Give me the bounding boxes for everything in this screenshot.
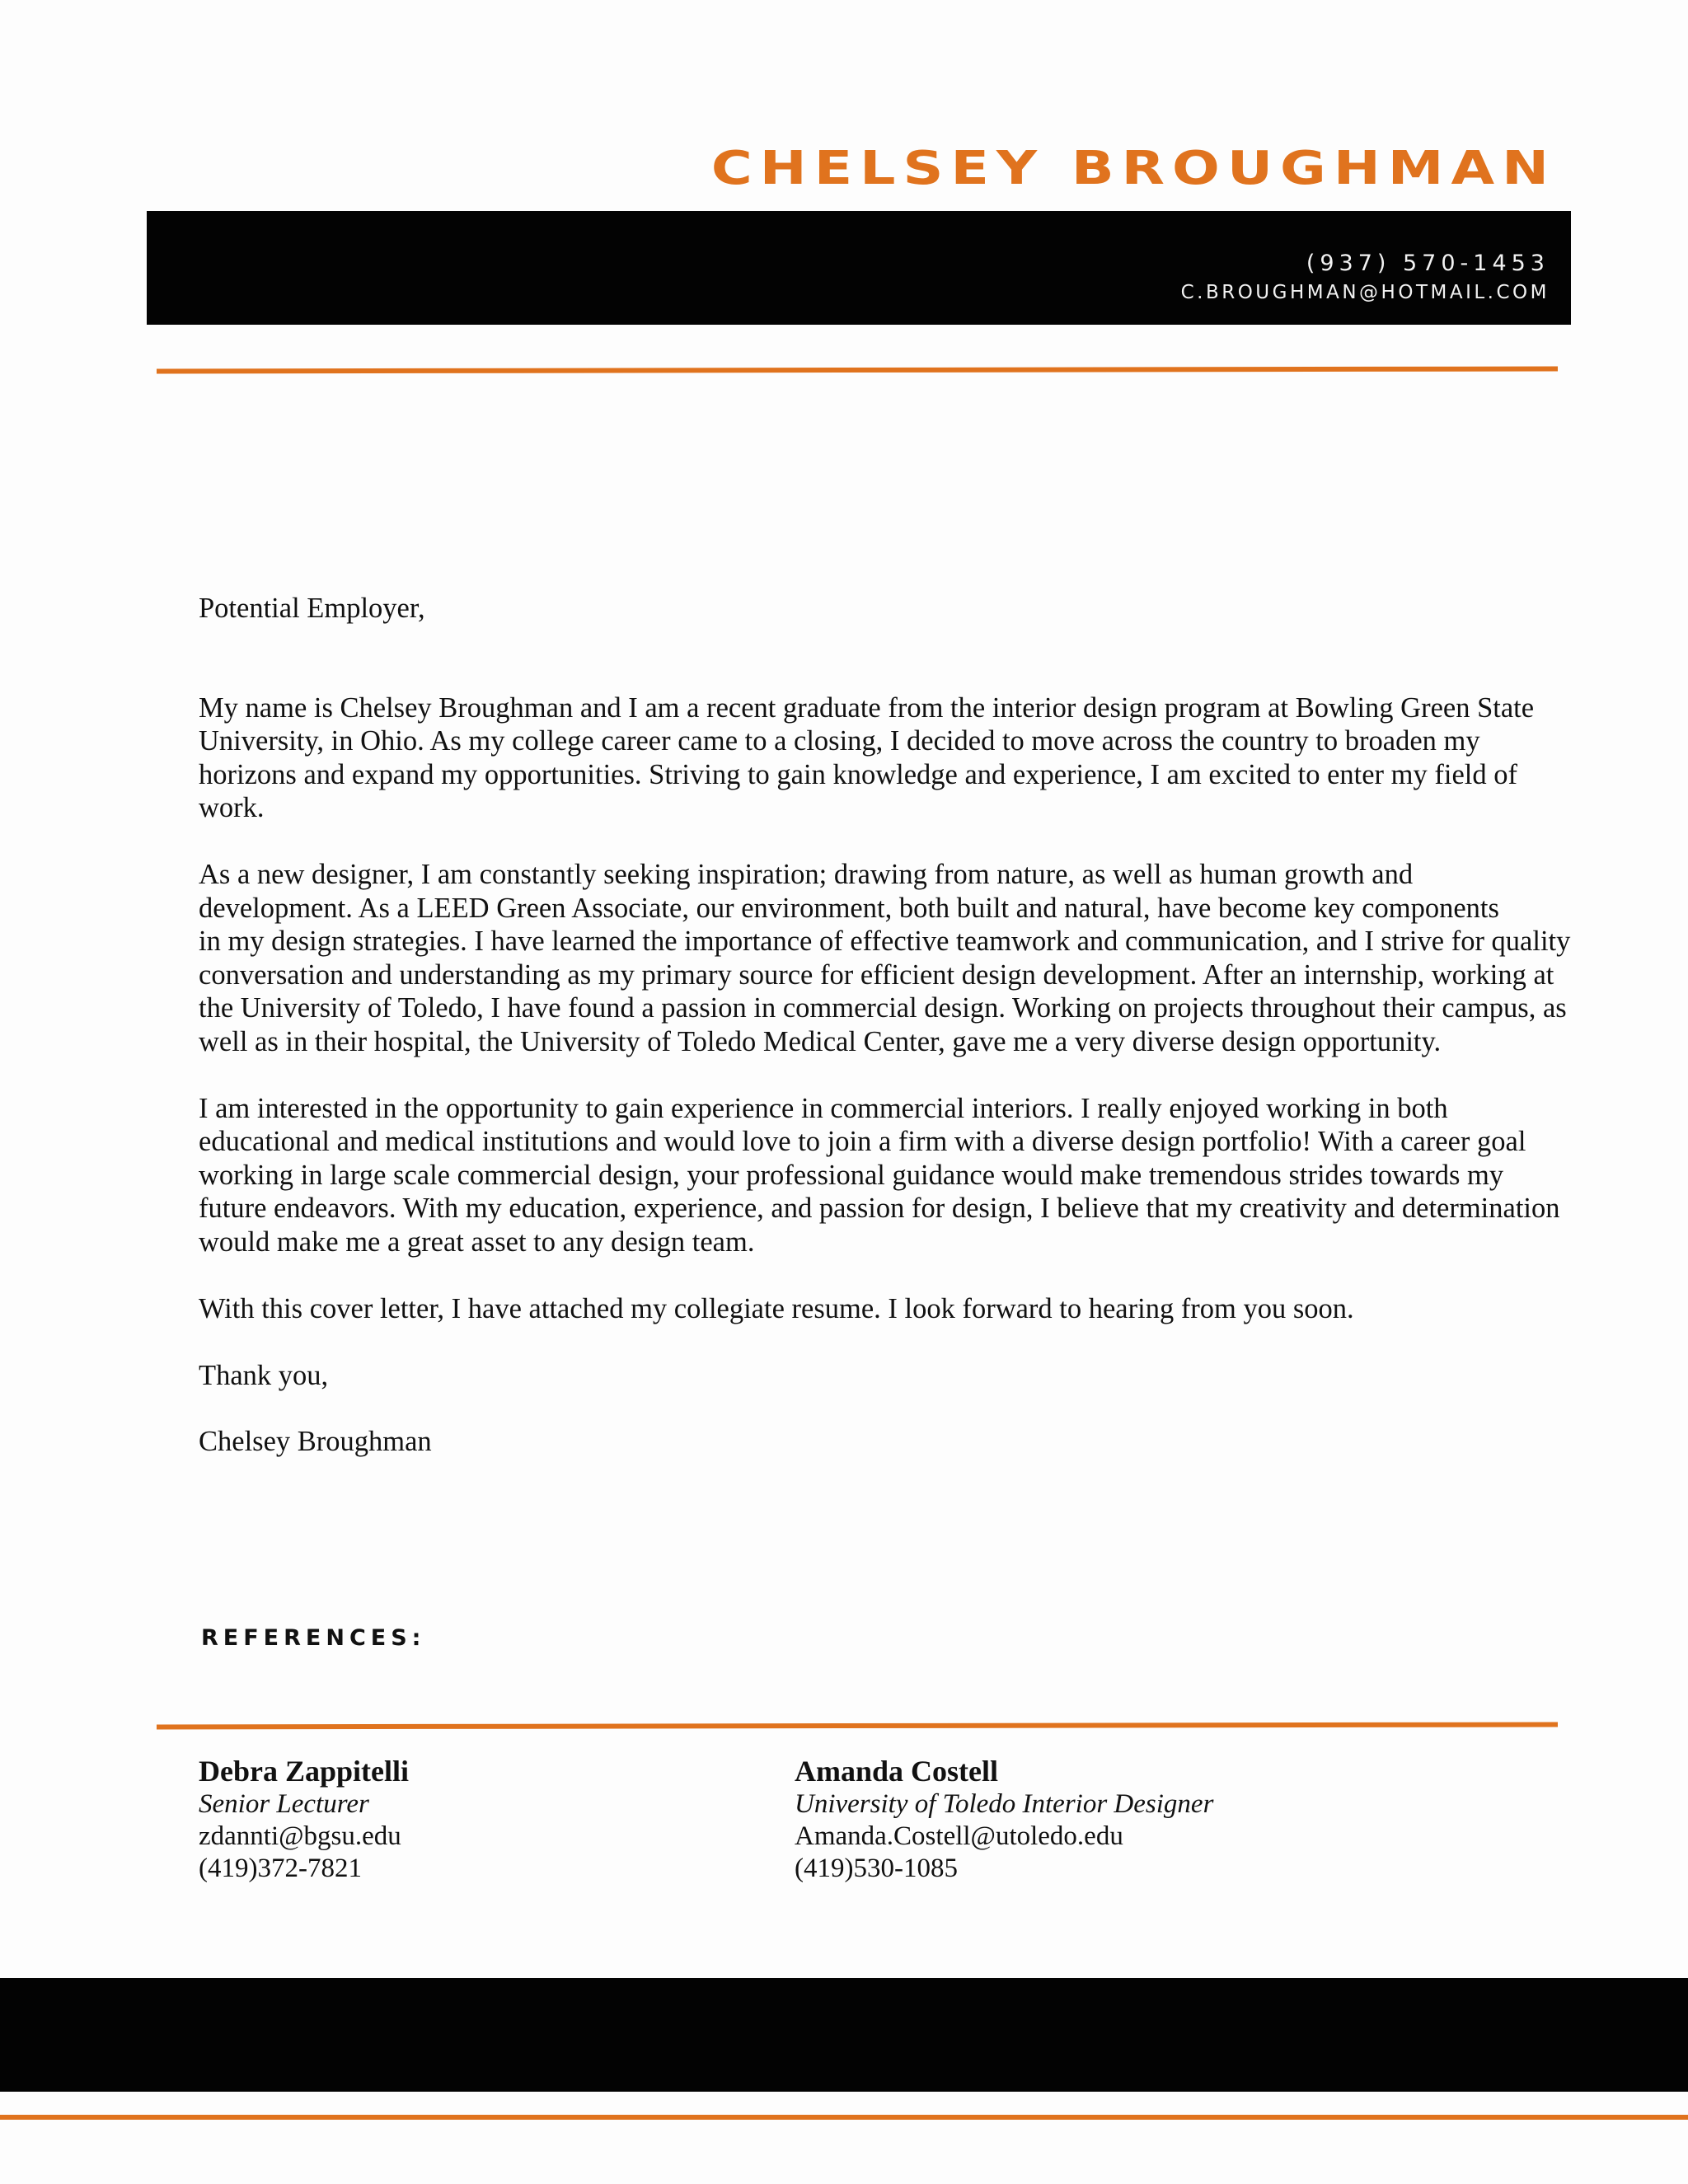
signature: Chelsey Broughman bbox=[199, 1426, 432, 1457]
paragraph-line: University, in Ohio. As my college career came to a closing, I decided to move across the country to broaden my bbox=[199, 725, 1480, 757]
paragraph-inspiration bbox=[199, 858, 1616, 1058]
paragraph-line: working in large scale commercial design, your professional guidance would make tremendous strides towards my bbox=[199, 1159, 1504, 1191]
paragraph-resume-note bbox=[199, 1292, 1616, 1326]
reference-email: Amanda.Costell@utoledo.edu bbox=[795, 1821, 1123, 1851]
paragraph-line: My name is Chelsey Broughman and I am a recent graduate from the interior design program at Bowling Green State bbox=[199, 691, 1535, 724]
reference-title: University of Toledo Interior Designer bbox=[795, 1789, 1214, 1819]
paragraph-line: educational and medical institutions and would love to join a firm with a diverse design portfolio! With a career goal bbox=[199, 1126, 1526, 1157]
references-heading: REFERENCES: bbox=[201, 1625, 426, 1651]
header-contact-bar bbox=[147, 211, 1571, 325]
references-divider bbox=[157, 1722, 1558, 1730]
reference-email: zdannti@bgsu.edu bbox=[199, 1821, 401, 1851]
email-address: C.BROUGHMAN@HOTMAIL.COM bbox=[1180, 282, 1550, 303]
paragraph-line: in my design strategies. I have learned the importance of effective teamwork and communication, and I strive for quality bbox=[199, 926, 1571, 957]
paragraph-line: horizons and expand my opportunities. Striving to gain knowledge and experience, I am excited to enter my field of bbox=[199, 758, 1517, 790]
reference-card bbox=[199, 1754, 409, 1885]
paragraph-line: development. As a LEED Green Associate, our environment, both built and natural, have become key components bbox=[199, 892, 1499, 924]
reference-phone: (419)372-7821 bbox=[199, 1854, 362, 1883]
paragraph-line: I am interested in the opportunity to gain experience in commercial interiors. I really enjoyed working in both bbox=[199, 1092, 1448, 1124]
applicant-name-heading: CHELSEY BROUGHMAN bbox=[710, 142, 1556, 195]
paragraph-line: future endeavors. With my education, experience, and passion for design, I believe that my creativity and determination bbox=[199, 1193, 1560, 1224]
salutation: Potential Employer, bbox=[199, 593, 425, 624]
reference-name: Debra Zappitelli bbox=[199, 1755, 410, 1788]
paragraph-line: work. bbox=[199, 792, 265, 823]
reference-title: Senior Lecturer bbox=[199, 1789, 369, 1819]
phone-number: (937) 570-1453 bbox=[1306, 251, 1550, 276]
header-divider bbox=[157, 367, 1558, 374]
paragraph-intro bbox=[199, 691, 1616, 825]
paragraph-line: would make me a great asset to any design team. bbox=[199, 1226, 755, 1258]
footer-divider bbox=[0, 2115, 1688, 2120]
closing: Thank you, bbox=[199, 1359, 329, 1391]
letter-body bbox=[199, 592, 1616, 1459]
paragraph-line: well as in their hospital, the University of Toledo Medical Center, gave me a very diverse design opportunity. bbox=[199, 1025, 1442, 1057]
reference-phone: (419)530-1085 bbox=[795, 1854, 958, 1883]
footer-bar bbox=[0, 1978, 1688, 2092]
paragraph-line: the University of Toledo, I have found a passion in commercial design. Working on projects throughout their campus, as bbox=[199, 992, 1567, 1024]
paragraph-line: conversation and understanding as my primary source for efficient design development. After an internship, working at bbox=[199, 958, 1554, 991]
reference-card bbox=[795, 1754, 1213, 1885]
paragraph-interest bbox=[199, 1092, 1616, 1259]
reference-name: Amanda Costell bbox=[795, 1755, 999, 1788]
paragraph-line: As a new designer, I am constantly seeking inspiration; drawing from nature, as well as human growth and bbox=[199, 859, 1414, 890]
paragraph-line: With this cover letter, I have attached my collegiate resume. I look forward to hearing from you soon. bbox=[199, 1292, 1354, 1324]
